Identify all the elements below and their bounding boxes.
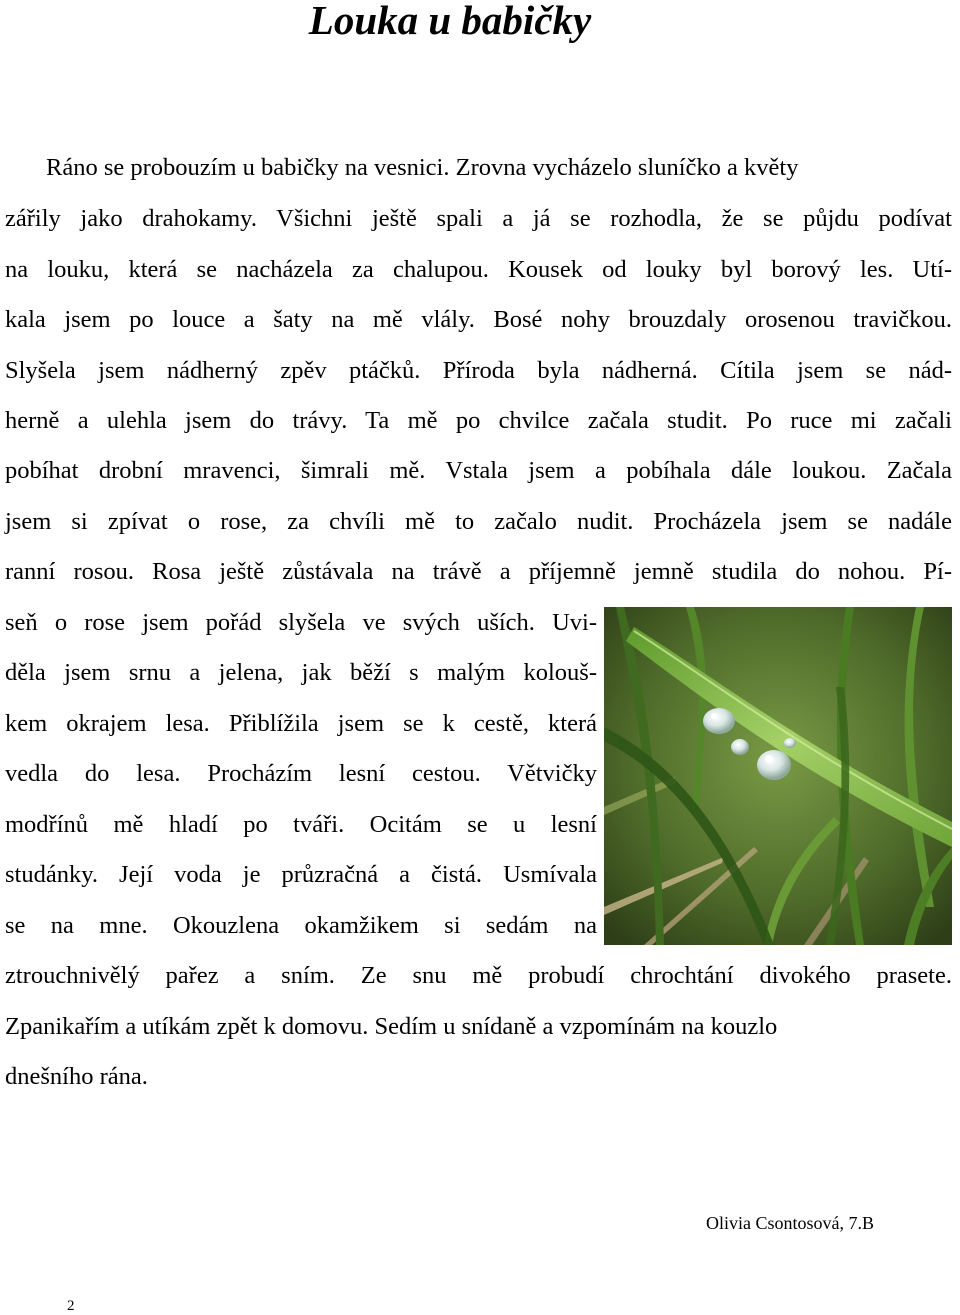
paragraph-line: jsem si zpívat o rose, za chvíli mě to začalo nudit. Procházela jsem se nadále [5, 508, 952, 535]
paragraph-line: se na mne. Okouzlena okamžikem si sedám na [5, 912, 597, 939]
paragraph-line: ranní rosou. Rosa ještě zůstávala na trávě a příjemně jemně studila do nohou. Pí- [5, 558, 952, 585]
paragraph-line: na louku, která se nacházela za chalupou. Kousek od louky byl borový les. Utí- [5, 256, 952, 283]
paragraph-line: kala jsem po louce a šaty na mě vlály. Bosé nohy brouzdaly orosenou travičkou. [5, 306, 952, 333]
paragraph-line: ztrouchnivělý pařez a sním. Ze snu mě probudí chrochtání divokého prasete. [5, 962, 952, 989]
author-signature: Olivia Csontosová, 7.B [706, 1213, 875, 1233]
paragraph-line: Zpanikařím a utíkám zpět k domovu. Sedím u snídaně a vzpomínám na kouzlo [5, 1013, 778, 1040]
paragraph-line: zářily jako drahokamy. Všichni ještě spali a já se rozhodla, že se půjdu podívat [5, 205, 952, 232]
paragraph-line: dnešního rána. [5, 1063, 148, 1090]
paragraph-line: Slyšela jsem nádherný zpěv ptáčků. Příroda byla nádherná. Cítila jsem se nád- [5, 357, 952, 384]
paragraph-line: kem okrajem lesa. Přiblížila jsem se k cestě, která [5, 710, 597, 737]
page-title: Louka u babičky [308, 0, 592, 43]
paragraph-line: seň o rose jsem pořád slyšela ve svých uších. Uvi- [5, 609, 597, 636]
paragraph-line: Ráno se probouzím u babičky na vesnici. Zrovna vycházelo sluníčko a květy [46, 154, 799, 181]
paragraph-line: vedla do lesa. Procházím lesní cestou. Větvičky [5, 760, 597, 787]
paragraph-line: herně a ulehla jsem do trávy. Ta mě po chvilce začala studit. Po ruce mi začali [5, 407, 952, 434]
paragraph-line: pobíhat drobní mravenci, šimrali mě. Vstala jsem a pobíhala dále loukou. Začala [5, 457, 952, 484]
paragraph-line: děla jsem srnu a jelena, jak běží s malým kolouš- [5, 659, 597, 686]
page-number: 2 [67, 1298, 75, 1314]
paragraph-line: modřínů mě hladí po tváři. Ocitám se u lesní [5, 811, 597, 838]
grass-dew-photo [604, 607, 952, 945]
paragraph-line: studánky. Její voda je průzračná a čistá. Usmívala [5, 861, 597, 888]
